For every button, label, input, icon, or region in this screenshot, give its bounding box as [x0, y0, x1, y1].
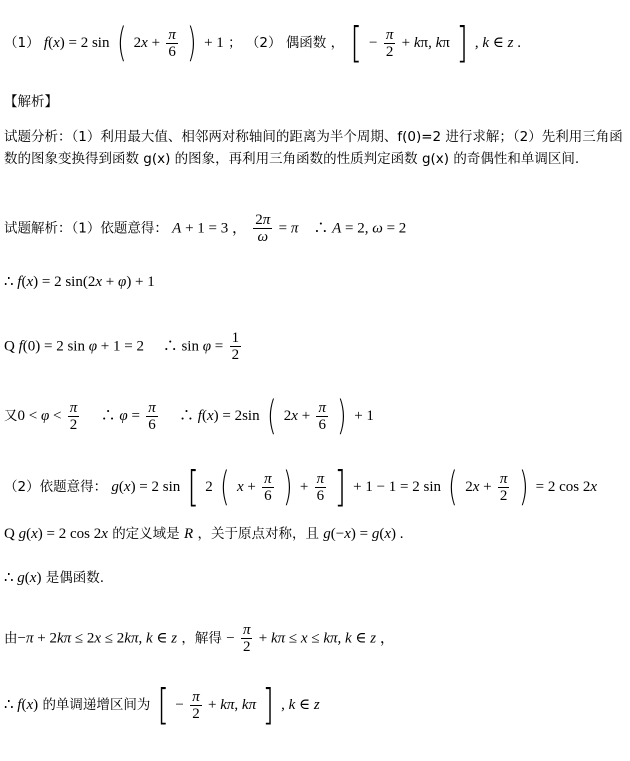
answer-line: [4, 18, 521, 67]
comma-sep: ，: [330, 35, 345, 51]
label-2: （2）: [245, 35, 282, 51]
formula-fx: f(x) = 2 sin: [43, 35, 110, 51]
fraction-pi-6d: $\frac{\pi}{6}$: [264, 470, 272, 504]
paren-open: (: [116, 20, 127, 66]
solution-even: [4, 568, 104, 588]
fraction-pi-6c: $\frac{\pi}{6}$: [318, 399, 326, 433]
even-label: 偶函数: [285, 35, 327, 51]
eq-gx-cos: Q g(x) = 2 cos 2x: [4, 526, 108, 542]
fraction-pi-6b: $\frac{\pi}{6}$: [148, 399, 156, 433]
solution-domain: [4, 524, 404, 544]
fraction-pi-2: $\frac{\pi}{2}$: [385, 26, 394, 60]
analysis-paragraph: 试题分析：（1）利用最大值、相邻两对称轴间的距离为半个周期、f(0)=2 进行求解；（2）先利用三角函数的图象变换得到函数 g(x) 的图象，再利用三角函数的性质判定函数 g(x) 的奇偶性和单调区间.: [4, 129, 623, 167]
solution-inequality: 由−π + 2kπ ≤ 2x ≤ 2kπ, k ∈ z ，解得 − $\frac{\pi}{2}$ + kπ ≤ x ≤ kπ, k ∈ z ，: [4, 622, 395, 655]
formula-part: 2x +: [133, 35, 161, 51]
bracket-open: [: [350, 18, 363, 67]
semicolon: ；: [228, 35, 242, 51]
you-label: 又: [4, 408, 18, 424]
eq-ineq: −π + 2kπ ≤ 2x ≤ 2kπ, k ∈ z: [17, 630, 178, 647]
solution-phi: 又0 < φ < $\frac{\pi}{2}$ ∴ φ = $\frac{\pi}{6}$ ∴ f(x) = 2sin ( 2x + $\frac{\pi}{6}$ ) + 1: [4, 393, 374, 439]
bracket-close: ]: [456, 18, 469, 67]
fraction-pi-2d: $\frac{\pi}{2}$: [242, 622, 251, 655]
domain-text-2: ，关于原点对称，且: [197, 526, 319, 542]
set-r: R: [183, 526, 194, 542]
interval-rest: + kπ, kπ: [401, 35, 450, 51]
fraction-pi-2b: $\frac{\pi}{2}$: [69, 399, 78, 433]
p2-intro: （2）依题意得：: [4, 479, 108, 495]
from-text: 由: [4, 630, 18, 647]
eq-f0: Q f(0) = 2 sin φ + 1 = 2 ∴ sin φ =: [4, 338, 224, 355]
solution-step-2: （2）依题意得： g(x) = 2 sin [ 2 ( x + $\frac{\pi}{6}$ ) + $\frac{\pi}{6}$ ] + 1 − 1 = 2 sin ( 2x + $\frac{\pi}{2}$ ) = 2 cos 2x: [4, 462, 598, 511]
solution-monotonic: ∴ f(x) 的单调递增区间为 [ − $\frac{\pi}{2}$ + kπ, kπ ] , k ∈ z: [4, 680, 320, 729]
paren-close2: ): [337, 393, 347, 439]
fraction-pi-6e: $\frac{\pi}{6}$: [316, 470, 325, 504]
solution-intro: 试题解析：（1）依题意得：: [4, 220, 168, 237]
k-in-z: , k ∈ z .: [474, 35, 521, 51]
eq-sol: + kπ ≤ x ≤ kπ, k ∈ z ，: [258, 630, 395, 647]
fraction-2pi-omega: $\frac{2\pi}{\omega}$: [255, 212, 271, 245]
paren-open2: (: [267, 393, 277, 439]
eq-even: g(−x) = g(x) .: [323, 526, 404, 542]
solution-step-1: [4, 212, 406, 245]
eq-therefore-g: ∴ g(x): [4, 570, 42, 586]
label-1: （1）: [4, 35, 40, 51]
fraction-pi-2e: $\frac{\pi}{2}$: [192, 688, 200, 722]
interval-part: −: [369, 35, 378, 51]
eq-gx: g(x) = 2 sin: [111, 479, 181, 495]
paren-close: ): [187, 20, 197, 66]
domain-text-1: 的定义域是: [112, 526, 180, 542]
eq-range: 0 < φ <: [17, 408, 62, 424]
conclusion-even: 是偶函数.: [45, 570, 105, 586]
fraction-pi-2c: $\frac{\pi}{2}$: [499, 470, 508, 504]
eq-therefore-f: ∴ f(x): [4, 697, 39, 713]
formula-plus1: + 1: [204, 35, 224, 51]
eq-phi: ∴ φ =: [85, 408, 140, 424]
fraction-pi-6: $\frac{\pi}{6}$: [168, 26, 176, 60]
solution-f0: [4, 330, 243, 363]
mono-text: 的单调递增区间为: [42, 697, 151, 713]
eq-a: A + 1 = 3 ，: [172, 220, 247, 237]
section-title: 【解析】: [4, 94, 58, 110]
eq-pi: = π ∴ A = 2, ω = 2: [278, 220, 407, 237]
eq-fx2: ∴ f(x) = 2sin: [164, 408, 260, 424]
solve-text: ，解得: [181, 630, 222, 647]
fraction-1-2: $\frac{1}{2}$: [231, 330, 240, 363]
solution-fx-phi: [4, 272, 155, 292]
eq-fx-phi: ∴ f(x) = 2 sin(2x + φ) + 1: [4, 274, 155, 290]
